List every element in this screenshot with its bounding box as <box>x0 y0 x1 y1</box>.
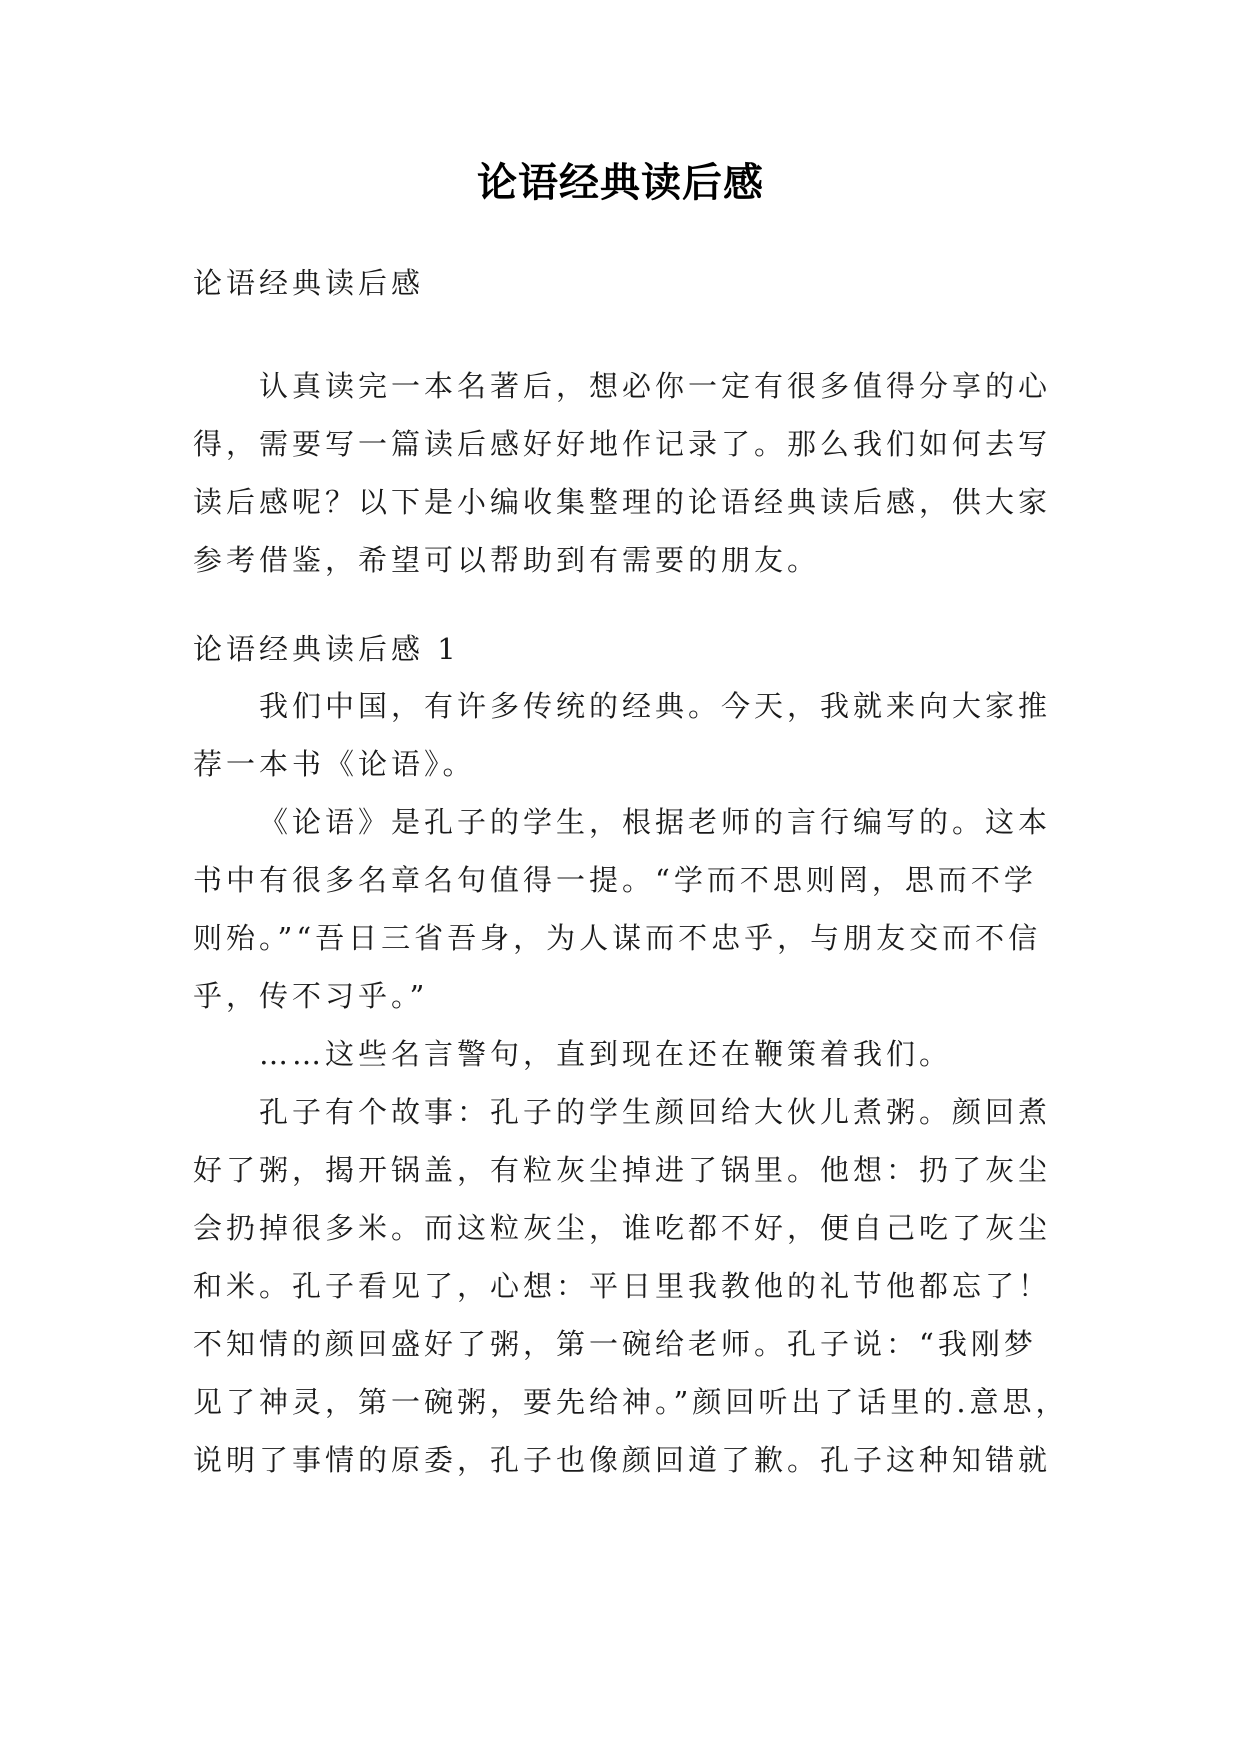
paragraph-line: 得，需要写一篇读后感好好地作记录了。那么我们如何去写 <box>193 427 1052 461</box>
section-heading-line: 论语经典读后感 1 <box>193 632 460 666</box>
document-subtitle <box>193 254 1048 312</box>
paragraph-line: 《论语》是孔子的学生，根据老师的言行编写的。这本 <box>259 805 1052 839</box>
paragraph-line: 说明了事情的原委，孔子也像颜回道了歉。孔子这种知错就 <box>193 1443 1052 1477</box>
paragraph-line: 我们中国，有许多传统的经典。今天，我就来向大家推 <box>259 689 1052 723</box>
paragraph-line: 读后感呢？以下是小编收集整理的论语经典读后感，供大家 <box>193 485 1052 519</box>
paragraph-line: 好了粥，揭开锅盖，有粒灰尘掉进了锅里。他想：扔了灰尘 <box>193 1153 1052 1187</box>
paragraph-line: ……这些名言警句，直到现在还在鞭策着我们。 <box>259 1037 953 1071</box>
paragraph-line: 书中有很多名章名句值得一提。“学而不思则罔，思而不学 <box>193 863 1037 897</box>
paragraph-line: 不知情的颜回盛好了粥，第一碗给老师。孔子说：“我刚梦 <box>193 1327 1037 1361</box>
paragraph-line: 乎，传不习乎。” <box>193 979 429 1013</box>
paragraph-line: 则殆。”“吾日三省吾身，为人谋而不忠乎，与朋友交而不信 <box>193 921 1042 955</box>
paragraph-line: 认真读完一本名著后，想必你一定有很多值得分享的心 <box>259 369 1052 403</box>
paragraph-line: 会扔掉很多米。而这粒灰尘，谁吃都不好，便自己吃了灰尘 <box>193 1211 1052 1245</box>
subtitle-line: 论语经典读后感 <box>193 266 425 300</box>
intro-paragraph <box>193 357 1052 589</box>
page-title: 论语经典读后感 <box>477 160 764 206</box>
paragraph-line: 孔子有个故事：孔子的学生颜回给大伙儿煮粥。颜回煮 <box>259 1095 1052 1129</box>
paragraph-line: 荐一本书《论语》。 <box>193 747 476 781</box>
paragraph-line: 和米。孔子看见了，心想：平日里我教他的礼节他都忘了！ <box>193 1269 1052 1303</box>
paragraph-line: 见了神灵，第一碗粥，要先给神。”颜回听出了话里的.意思， <box>193 1385 1069 1419</box>
paragraph-line: 参考借鉴，希望可以帮助到有需要的朋友。 <box>193 543 821 577</box>
section-heading <box>193 620 1048 678</box>
section-body <box>193 677 1069 1489</box>
